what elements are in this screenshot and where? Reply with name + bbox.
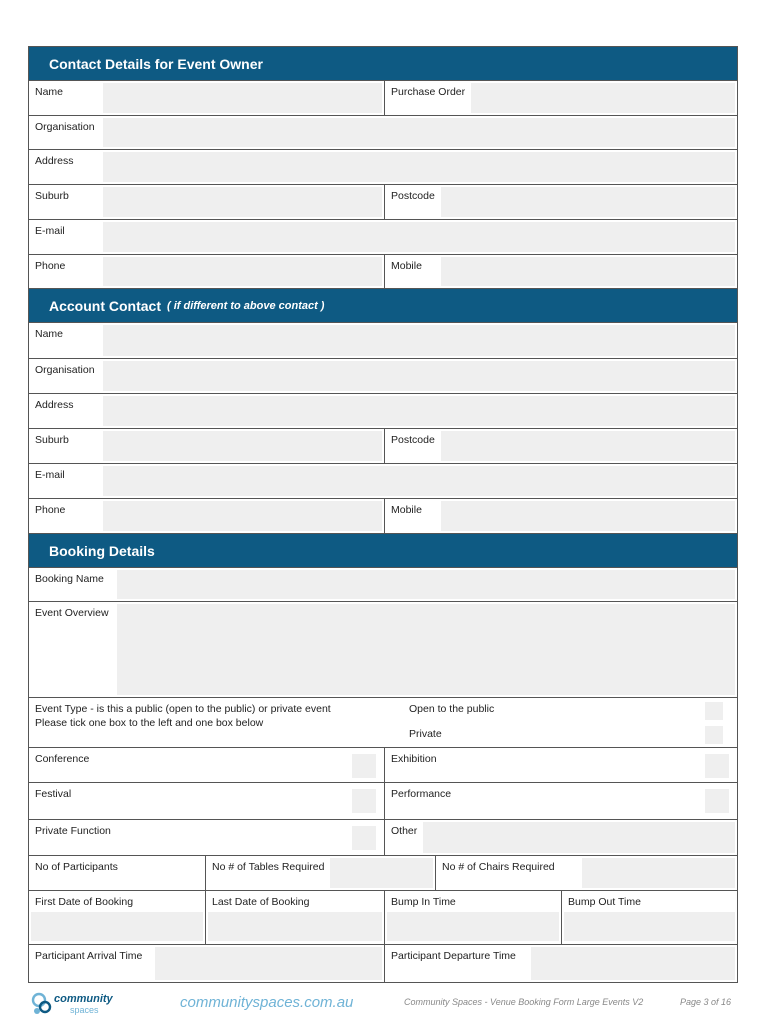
chairs-field[interactable] [582, 858, 735, 888]
document-title: Community Spaces - Venue Booking Form Large Events V2 [404, 997, 644, 1007]
owner-postcode-field[interactable] [441, 187, 735, 217]
account-email-field[interactable] [103, 466, 735, 496]
website-link[interactable]: communityspaces.com.au [180, 994, 354, 1011]
booking-name-cell [29, 568, 737, 601]
account-suburb-label: Suburb [35, 434, 69, 446]
owner-phone-cell [29, 255, 384, 288]
owner-suburb-label: Suburb [35, 190, 69, 202]
booking-row-dates [29, 891, 737, 945]
booking-row-festival [29, 783, 737, 820]
event-type-line1: Event Type - is this a public (open to the public) or private event [35, 703, 331, 715]
conference-label: Conference [35, 753, 90, 765]
booking-row-quantities [29, 856, 737, 891]
account-name-label: Name [35, 328, 64, 340]
owner-address-field[interactable] [103, 152, 735, 182]
owner-po-label: Purchase Order [391, 86, 466, 98]
account-mobile-field[interactable] [441, 501, 735, 531]
account-row-org [29, 359, 737, 394]
open-public-label: Open to the public [409, 703, 495, 715]
owner-name-label: Name [35, 86, 64, 98]
tables-field[interactable] [330, 858, 433, 888]
owner-org-label: Organisation [35, 121, 95, 133]
account-suburb-cell [29, 429, 384, 463]
booking-overview-cell [29, 602, 737, 697]
exhibition-checkbox[interactable] [705, 754, 729, 778]
departure-cell [384, 945, 737, 982]
owner-name-cell [29, 81, 384, 115]
participants-label: No of Participants [35, 861, 118, 873]
account-row-email [29, 464, 737, 499]
owner-email-cell [29, 220, 737, 254]
account-header-note: ( if different to above contact ) [167, 299, 325, 312]
owner-mobile-label: Mobile [391, 260, 422, 272]
owner-mobile-cell [384, 255, 737, 288]
account-org-cell [29, 359, 737, 393]
event-type-cell [29, 698, 389, 747]
other-cell [384, 820, 737, 855]
first-date-field[interactable] [31, 912, 203, 941]
arrival-label: Participant Arrival Time [35, 950, 143, 962]
owner-header-title: Contact Details for Event Owner [49, 55, 263, 72]
private-checkbox[interactable] [705, 726, 723, 744]
performance-checkbox[interactable] [705, 789, 729, 813]
account-header-title: Account Contact [49, 297, 161, 314]
owner-row-org [29, 116, 737, 150]
festival-label: Festival [35, 788, 72, 800]
owner-email-field[interactable] [103, 222, 735, 252]
departure-label: Participant Departure Time [391, 950, 516, 962]
owner-row-address [29, 150, 737, 185]
bump-out-cell [561, 891, 737, 944]
bump-out-label: Bump Out Time [568, 896, 641, 908]
account-phone-field[interactable] [103, 501, 382, 531]
conference-checkbox[interactable] [352, 754, 376, 778]
owner-row-name [29, 81, 737, 116]
logo-mark-icon [30, 991, 54, 1017]
chairs-label: No # of Chairs Required [442, 861, 555, 873]
other-field[interactable] [423, 822, 735, 853]
departure-field[interactable] [531, 947, 735, 980]
section-header-booking [29, 534, 737, 568]
arrival-cell [29, 945, 384, 982]
account-name-cell [29, 323, 737, 358]
account-email-cell [29, 464, 737, 498]
first-date-cell [29, 891, 205, 944]
account-suburb-field[interactable] [103, 431, 382, 461]
private-function-checkbox[interactable] [352, 826, 376, 850]
conference-cell [29, 748, 384, 782]
account-email-label: E-mail [35, 469, 65, 481]
account-address-field[interactable] [103, 396, 735, 426]
bump-in-label: Bump In Time [391, 896, 456, 908]
section-header-owner [29, 47, 737, 81]
other-label: Other [391, 825, 418, 837]
account-row-name [29, 323, 737, 359]
account-org-field[interactable] [103, 361, 735, 391]
festival-checkbox[interactable] [352, 789, 376, 813]
account-row-phone [29, 499, 737, 534]
owner-row-phone [29, 255, 737, 289]
account-org-label: Organisation [35, 364, 95, 376]
owner-address-label: Address [35, 155, 74, 167]
event-type-line2: Please tick one box to the left and one box below [35, 717, 264, 729]
owner-po-field[interactable] [471, 83, 735, 113]
booking-row-overview [29, 602, 737, 698]
arrival-field[interactable] [155, 947, 382, 980]
event-type-options-cell [389, 698, 737, 747]
account-row-address [29, 394, 737, 429]
booking-row-conference [29, 748, 737, 783]
account-mobile-label: Mobile [391, 504, 422, 516]
account-mobile-cell [384, 499, 737, 533]
community-spaces-logo [30, 989, 113, 1019]
booking-overview-field[interactable] [117, 604, 735, 695]
owner-row-suburb [29, 185, 737, 220]
account-postcode-cell [384, 429, 737, 463]
tables-label: No # of Tables Required [212, 861, 325, 873]
logo-text-community: community [54, 993, 113, 1005]
booking-row-times [29, 945, 737, 982]
booking-row-event-type [29, 698, 737, 748]
account-phone-cell [29, 499, 384, 533]
first-date-label: First Date of Booking [35, 896, 134, 908]
account-phone-label: Phone [35, 504, 66, 516]
account-postcode-label: Postcode [391, 434, 435, 446]
owner-address-cell [29, 150, 737, 184]
account-postcode-field[interactable] [441, 431, 735, 461]
booking-overview-label: Event Overview [35, 607, 109, 619]
account-name-field[interactable] [103, 325, 735, 356]
festival-cell [29, 783, 384, 819]
private-function-cell [29, 820, 384, 855]
booking-form [28, 46, 738, 983]
owner-row-email [29, 220, 737, 255]
bump-out-field[interactable] [564, 912, 735, 941]
private-function-label: Private Function [35, 825, 111, 837]
account-address-label: Address [35, 399, 74, 411]
booking-name-label: Booking Name [35, 573, 104, 585]
owner-phone-label: Phone [35, 260, 66, 272]
page-number: Page 3 of 16 [680, 997, 732, 1007]
booking-row-name [29, 568, 737, 602]
bump-in-field[interactable] [387, 912, 559, 941]
exhibition-label: Exhibition [391, 753, 437, 765]
chairs-cell [435, 856, 737, 890]
performance-label: Performance [391, 788, 452, 800]
account-address-cell [29, 394, 737, 428]
open-public-checkbox[interactable] [705, 702, 723, 720]
logo-text-spaces: spaces [70, 1005, 99, 1015]
last-date-field[interactable] [208, 912, 382, 941]
private-label: Private [409, 728, 442, 740]
owner-name-field[interactable] [103, 83, 382, 113]
bump-in-cell [384, 891, 561, 944]
exhibition-cell [384, 748, 737, 782]
owner-suburb-cell [29, 185, 384, 219]
booking-name-field[interactable] [117, 570, 735, 599]
owner-org-field[interactable] [103, 118, 735, 147]
owner-postcode-label: Postcode [391, 190, 435, 202]
last-date-label: Last Date of Booking [212, 896, 310, 908]
owner-mobile-field[interactable] [441, 257, 735, 286]
booking-row-private-function [29, 820, 737, 856]
participants-cell [29, 856, 205, 890]
owner-phone-field[interactable] [103, 257, 382, 286]
page-footer [0, 986, 770, 1024]
booking-header-title: Booking Details [49, 542, 155, 559]
performance-cell [384, 783, 737, 819]
owner-email-label: E-mail [35, 225, 65, 237]
tables-cell [205, 856, 435, 890]
section-header-account [29, 289, 737, 323]
account-row-suburb [29, 429, 737, 464]
owner-org-cell [29, 116, 737, 149]
owner-po-cell [384, 81, 737, 115]
owner-suburb-field[interactable] [103, 187, 382, 217]
owner-postcode-cell [384, 185, 737, 219]
last-date-cell [205, 891, 384, 944]
